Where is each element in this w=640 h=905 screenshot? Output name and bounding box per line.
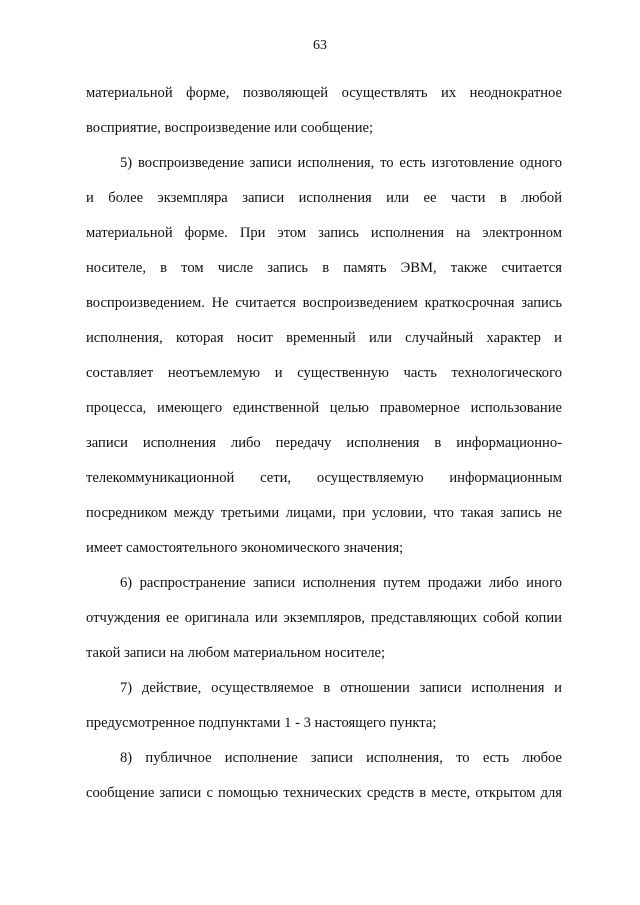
text-line: исполнения, которая носит временный или случайный характер и <box>86 330 562 346</box>
text-line: имеет самостоятельного экономического значения; <box>86 540 404 556</box>
text-line: процесса, имеющего единственной целью правомерное использование <box>86 400 562 416</box>
text-line: восприятие, воспроизведение или сообщение; <box>86 120 374 136</box>
text-line: составляет неотъемлемую и существенную часть технологического <box>86 365 562 381</box>
document-body <box>86 76 562 811</box>
text-line: 5) воспроизведение записи исполнения, то есть изготовление одного <box>120 155 562 171</box>
page-number: 63 <box>313 38 327 53</box>
text-line: предусмотренное подпунктами 1 - 3 настоящего пункта; <box>86 715 437 731</box>
text-line: материальной форме, позволяющей осуществлять их неоднократное <box>86 85 562 101</box>
text-line: сообщение записи с помощью технических средств в месте, открытом для <box>86 785 562 801</box>
text-line: посредником между третьими лицами, при условии, что такая запись не <box>86 505 562 521</box>
text-line: воспроизведением. Не считается воспроизведением краткосрочная запись <box>86 295 562 311</box>
text-line: такой записи на любом материальном носителе; <box>86 645 386 661</box>
text-line: записи исполнения либо передачу исполнения в информационно- <box>86 435 562 451</box>
text-line: 6) распространение записи исполнения путем продажи либо иного <box>120 575 562 591</box>
text-line: 7) действие, осуществляемое в отношении записи исполнения и <box>120 680 562 696</box>
text-line: телекоммуникационной сети, осуществляемую информационным <box>86 470 562 486</box>
text-line: и более экземпляра записи исполнения или ее части в любой <box>86 190 562 206</box>
text-line: материальной форме. При этом запись исполнения на электронном <box>86 225 562 241</box>
text-line: отчуждения ее оригинала или экземпляров, представляющих собой копии <box>86 610 562 626</box>
text-line: носителе, в том числе запись в память ЭВМ, также считается <box>86 260 562 276</box>
text-line: 8) публичное исполнение записи исполнения, то есть любое <box>120 750 562 766</box>
